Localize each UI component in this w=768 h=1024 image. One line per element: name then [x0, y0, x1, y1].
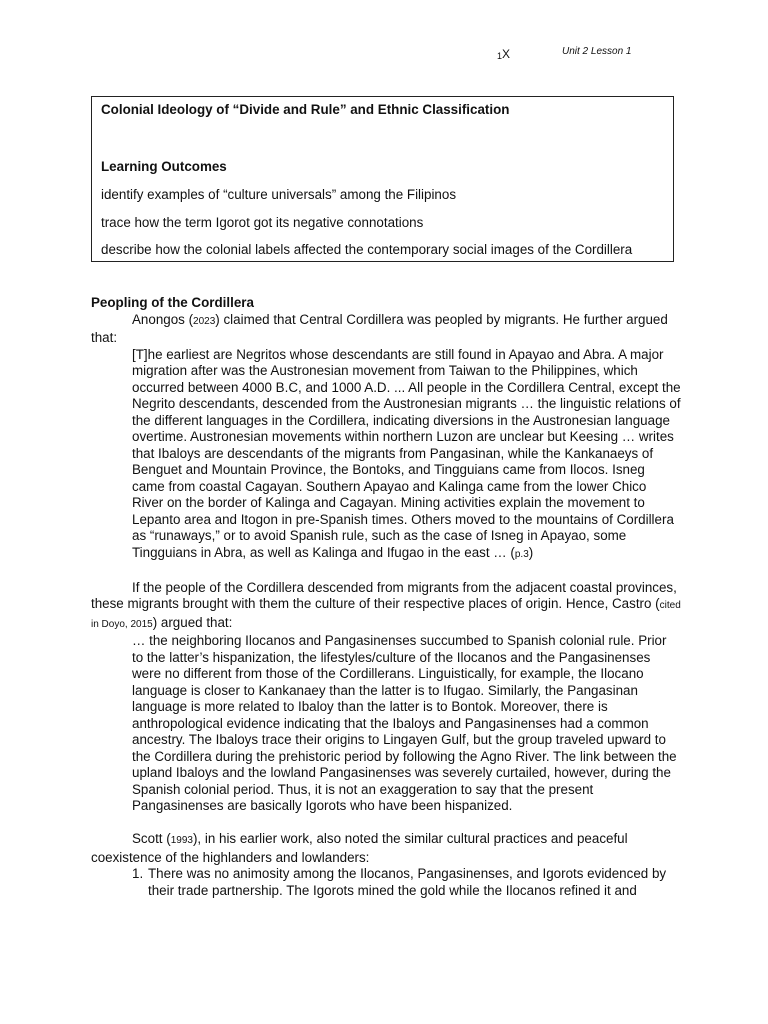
paragraph: If the people of the Cordillera descended from migrants from the adjacent coastal provinces, these migrants brought with them the culture of their respective places of origin. Hence, Castro (cited in Doyo, 2015) argued that:	[91, 579, 681, 630]
block-quote: [T]he earliest are Negritos whose descendants are still found in Apayao and Abra. A major migration after was the Austronesian movement from Taiwan to the Philippines, which occurred between 4000 B.C, and 1000 A.D. ... All people in the Cordillera Central, except the Negrito descendants, descended from the Austronesian migrants … the linguistic relations of the different languages in the Cordillera, indicating diversions in the Austronesian language overtime. Austronesian movements within northern Luzon are unclear but Keesing … writes that Ibaloys are descendants of the migrants from Pangasinan, while the Kankanaeys of Benguet and Mountain Province, the Bontoks, and Tingguians came from Ilocos. Isneg came from coastal Cagayan. Southern Apayao and Kalinga came from the lower Chico River on the border of Kalinga and Cagayan. Mining activities explain the movement to Lepanto area and Itogon in pre-Spanish times. Others moved to the mountains of Cordillera as “runaways,” or to avoid Spanish rule, such as the case of Isneg in Apayao, some Tingguians in Abra, as well as Kalinga and Ifugao in the east … (p.3)	[132, 346, 681, 560]
block-quote: … the neighboring Ilocanos and Pangasinenses succumbed to Spanish colonial rule. Prior to the latter’s hispanization, the lifestyles/culture of the Ilocanos and the Pangasinenses were no different from those of the Cordillerans. Linguistically, for example, the Ilocano language is closer to Kankanaey than the latter is to Ifugao. Similarly, the Pangasinan language is more related to Ibaloy than the latter is to Bontok. Moreover, there is anthropological evidence indicating that the Ibaloys and Pangasinenses had a common ancestry. The Ibaloys trace their origins to Lingayen Gulf, but the group traveled upward to the Cordillera during the prehistoric period by following the Agno River. The link between the upland Ibaloys and the lowland Pangasinenses was severely curtailed, however, during the Spanish colonial period. Thus, it is not an exaggeration to say that the present Pangasinenses are basically Igorots who have been hispanized.	[132, 633, 677, 813]
paragraph: Anongos (2023) claimed that Central Cordillera was peopled by migrants. He further argued that:	[91, 311, 668, 345]
lesson-title: Colonial Ideology of “Divide and Rule” and Ethnic Classification	[101, 102, 510, 117]
outcome-item: describe how the colonial labels affected the contemporary social images of the Cordillera	[101, 242, 633, 257]
list-item: 1. There was no animosity among the Ilocanos, Pangasinenses, and Igorots evidenced by their trade partnership. The Igorots mined the gold while the Ilocanos refined it and	[132, 866, 667, 898]
body-text	[91, 295, 691, 899]
outcome-item: trace how the term Igorot got its negative connotations	[101, 215, 424, 230]
outcome-item: identify examples of “culture universals” among the Filipinos	[101, 187, 457, 202]
lesson-box	[91, 96, 674, 262]
section-heading: Peopling of the Cordillera	[91, 295, 254, 310]
lesson-label: Unit 2 Lesson 1	[562, 46, 632, 57]
outcomes-heading: Learning Outcomes	[101, 159, 227, 174]
page-number: 1X	[497, 47, 511, 61]
paragraph: Scott (1993), in his earlier work, also noted the similar cultural practices and peaceful coexistence of the highlanders and lowlanders:	[91, 831, 628, 865]
